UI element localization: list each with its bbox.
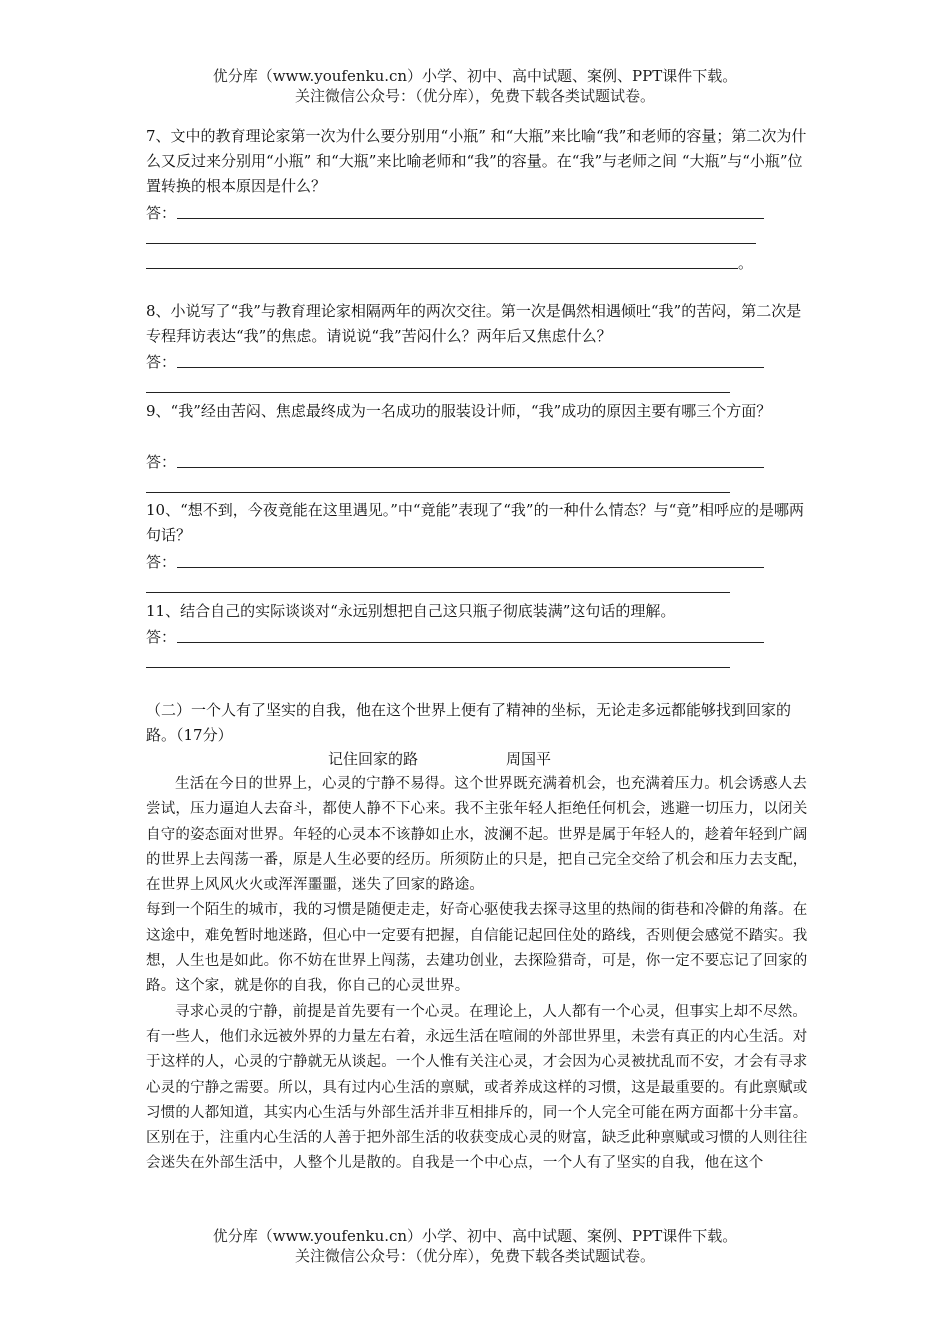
question-11-text: 11、结合自己的实际谈谈对“永远别想把自己这只瓶子彻底装满”这句话的理解。	[146, 602, 676, 620]
question-7-text: 7、文中的教育理论家第一次为什么要分别用“小瓶” 和“大瓶”来比喻“我”和老师的容量；第二次为什么又反过来分别用“小瓶” 和“大瓶”来比喻老师和“我”的容量。在“我”与老师之间 “大瓶”与“小瓶”位置转换的根本原因是什么？	[146, 127, 807, 195]
answer-line[interactable]	[146, 592, 730, 593]
essay-paragraph: 寻求心灵的宁静，前提是首先要有一个心灵。在理论上，人人都有一个心灵，但事实上却不尽然。有一些人，他们永远被外界的力量左右着，永远生活在喧闹的外部世界里，未尝有真正的内心生活。对于这样的人，心灵的宁静就无从谈起。一个人惟有关注心灵，才会因为心灵被扰乱而不安，才会有寻求心灵的宁静之需要。所以，具有过内心生活的禀赋，或者养成这样的习惯，这是最重要的。有此禀赋或习惯的人都知道，其实内心生活与外部生活并非互相排斥的，同一个人完全可能在两方面都十分丰富。区别在于，注重内心生活的人善于把外部生活的收获变成心灵的财富，缺乏此种禀赋或习惯的人则往往会迷失在外部生活中，人整个儿是散的。自我是一个中心点，一个人有了坚实的自我，他在这个	[146, 1003, 808, 1172]
answer-label: 答：	[146, 453, 177, 471]
answer-line[interactable]	[146, 243, 756, 244]
answer-line[interactable]	[146, 667, 730, 668]
footer-line-2: 关注微信公众号：（优分库），免费下载各类试题试卷。	[294, 1247, 655, 1265]
page-footer	[0, 1226, 950, 1266]
answer-label: 答：	[146, 204, 177, 222]
essay-paragraph: 生活在今日的世界上，心灵的宁静不易得。这个世界既充满着机会，也充满着压力。机会诱惑人去尝试，压力逼迫人去奋斗，都使人静不下心来。我不主张年轻人拒绝任何机会，逃避一切压力，以闭关自守的姿态面对世界。年轻的心灵本不该静如止水，波澜不起。世界是属于年轻人的，趁着年轻到广阔的世界上去闯荡一番，原是人生必要的经历。所须防止的只是，把自己完全交给了机会和压力去支配，在世界上风风火火或浑浑噩噩，迷失了回家的路途。	[146, 776, 808, 894]
answer-label: 答：	[146, 553, 177, 571]
question-8	[146, 299, 810, 349]
header-line-2: 关注微信公众号：（优分库），免费下载各类试题试卷。	[294, 87, 655, 105]
essay-paragraph: 每到一个陌生的城市，我的习惯是随便走走，好奇心驱使我去探寻这里的热闹的街巷和冷僻的角落。在这途中，难免暂时地迷路，但心中一定要有把握，自信能记起回住处的路线，否则便会感觉不踏实。我想，人生也是如此。你不妨在世界上闯荡，去建功创业，去探险猎奇，可是，你一定不要忘记了回家的路。这个家，就是你的自我，你自己的心灵世界。	[146, 902, 808, 995]
section-2-intro: （二）一个人有了坚实的自我，他在这个世界上便有了精神的坐标，无论走多远都能够找到回家的路。（17分）	[146, 701, 792, 744]
question-10	[146, 498, 810, 548]
essay-title: 记住回家的路	[328, 750, 419, 768]
question-11	[146, 599, 810, 624]
answer-line[interactable]	[177, 367, 764, 368]
header-line-1: 优分库（www.youfenku.cn）小学、初中、高中试题、案例、PPT课件下载。	[212, 67, 738, 85]
answer-line[interactable]	[146, 268, 738, 269]
question-10-text: 10、“想不到，今夜竟能在这里遇见。”中“竟能”表现了“我”的一种什么情态？与“竟”相呼应的是哪两句话？	[146, 501, 804, 544]
answer-line[interactable]	[146, 492, 730, 493]
essay-author: 周国平	[506, 750, 552, 768]
page-header	[0, 66, 950, 106]
essay-body	[146, 772, 810, 1177]
answer-line[interactable]	[177, 218, 764, 219]
footer-line-1: 优分库（www.youfenku.cn）小学、初中、高中试题、案例、PPT课件下载。	[212, 1227, 738, 1245]
question-9	[146, 399, 810, 424]
question-7	[146, 124, 810, 199]
answer-label: 答：	[146, 353, 177, 371]
answer-line[interactable]	[146, 392, 730, 393]
answer-line[interactable]	[177, 567, 764, 568]
question-8-text: 8、小说写了“我”与教育理论家相隔两年的两次交往。第一次是偶然相遇倾吐“我”的苦闷，第二次是专程拜访表达“我”的焦虑。请说说“我”苦闷什么？两年后又焦虑什么？	[146, 302, 802, 345]
answer-label: 答：	[146, 628, 177, 646]
question-9-text: 9、“我”经由苦闷、焦虑最终成为一名成功的服装设计师，“我”成功的原因主要有哪三个方面？	[146, 402, 772, 420]
answer-line[interactable]	[177, 467, 764, 468]
answer-line[interactable]	[177, 642, 764, 643]
period-mark: 。	[738, 254, 754, 272]
